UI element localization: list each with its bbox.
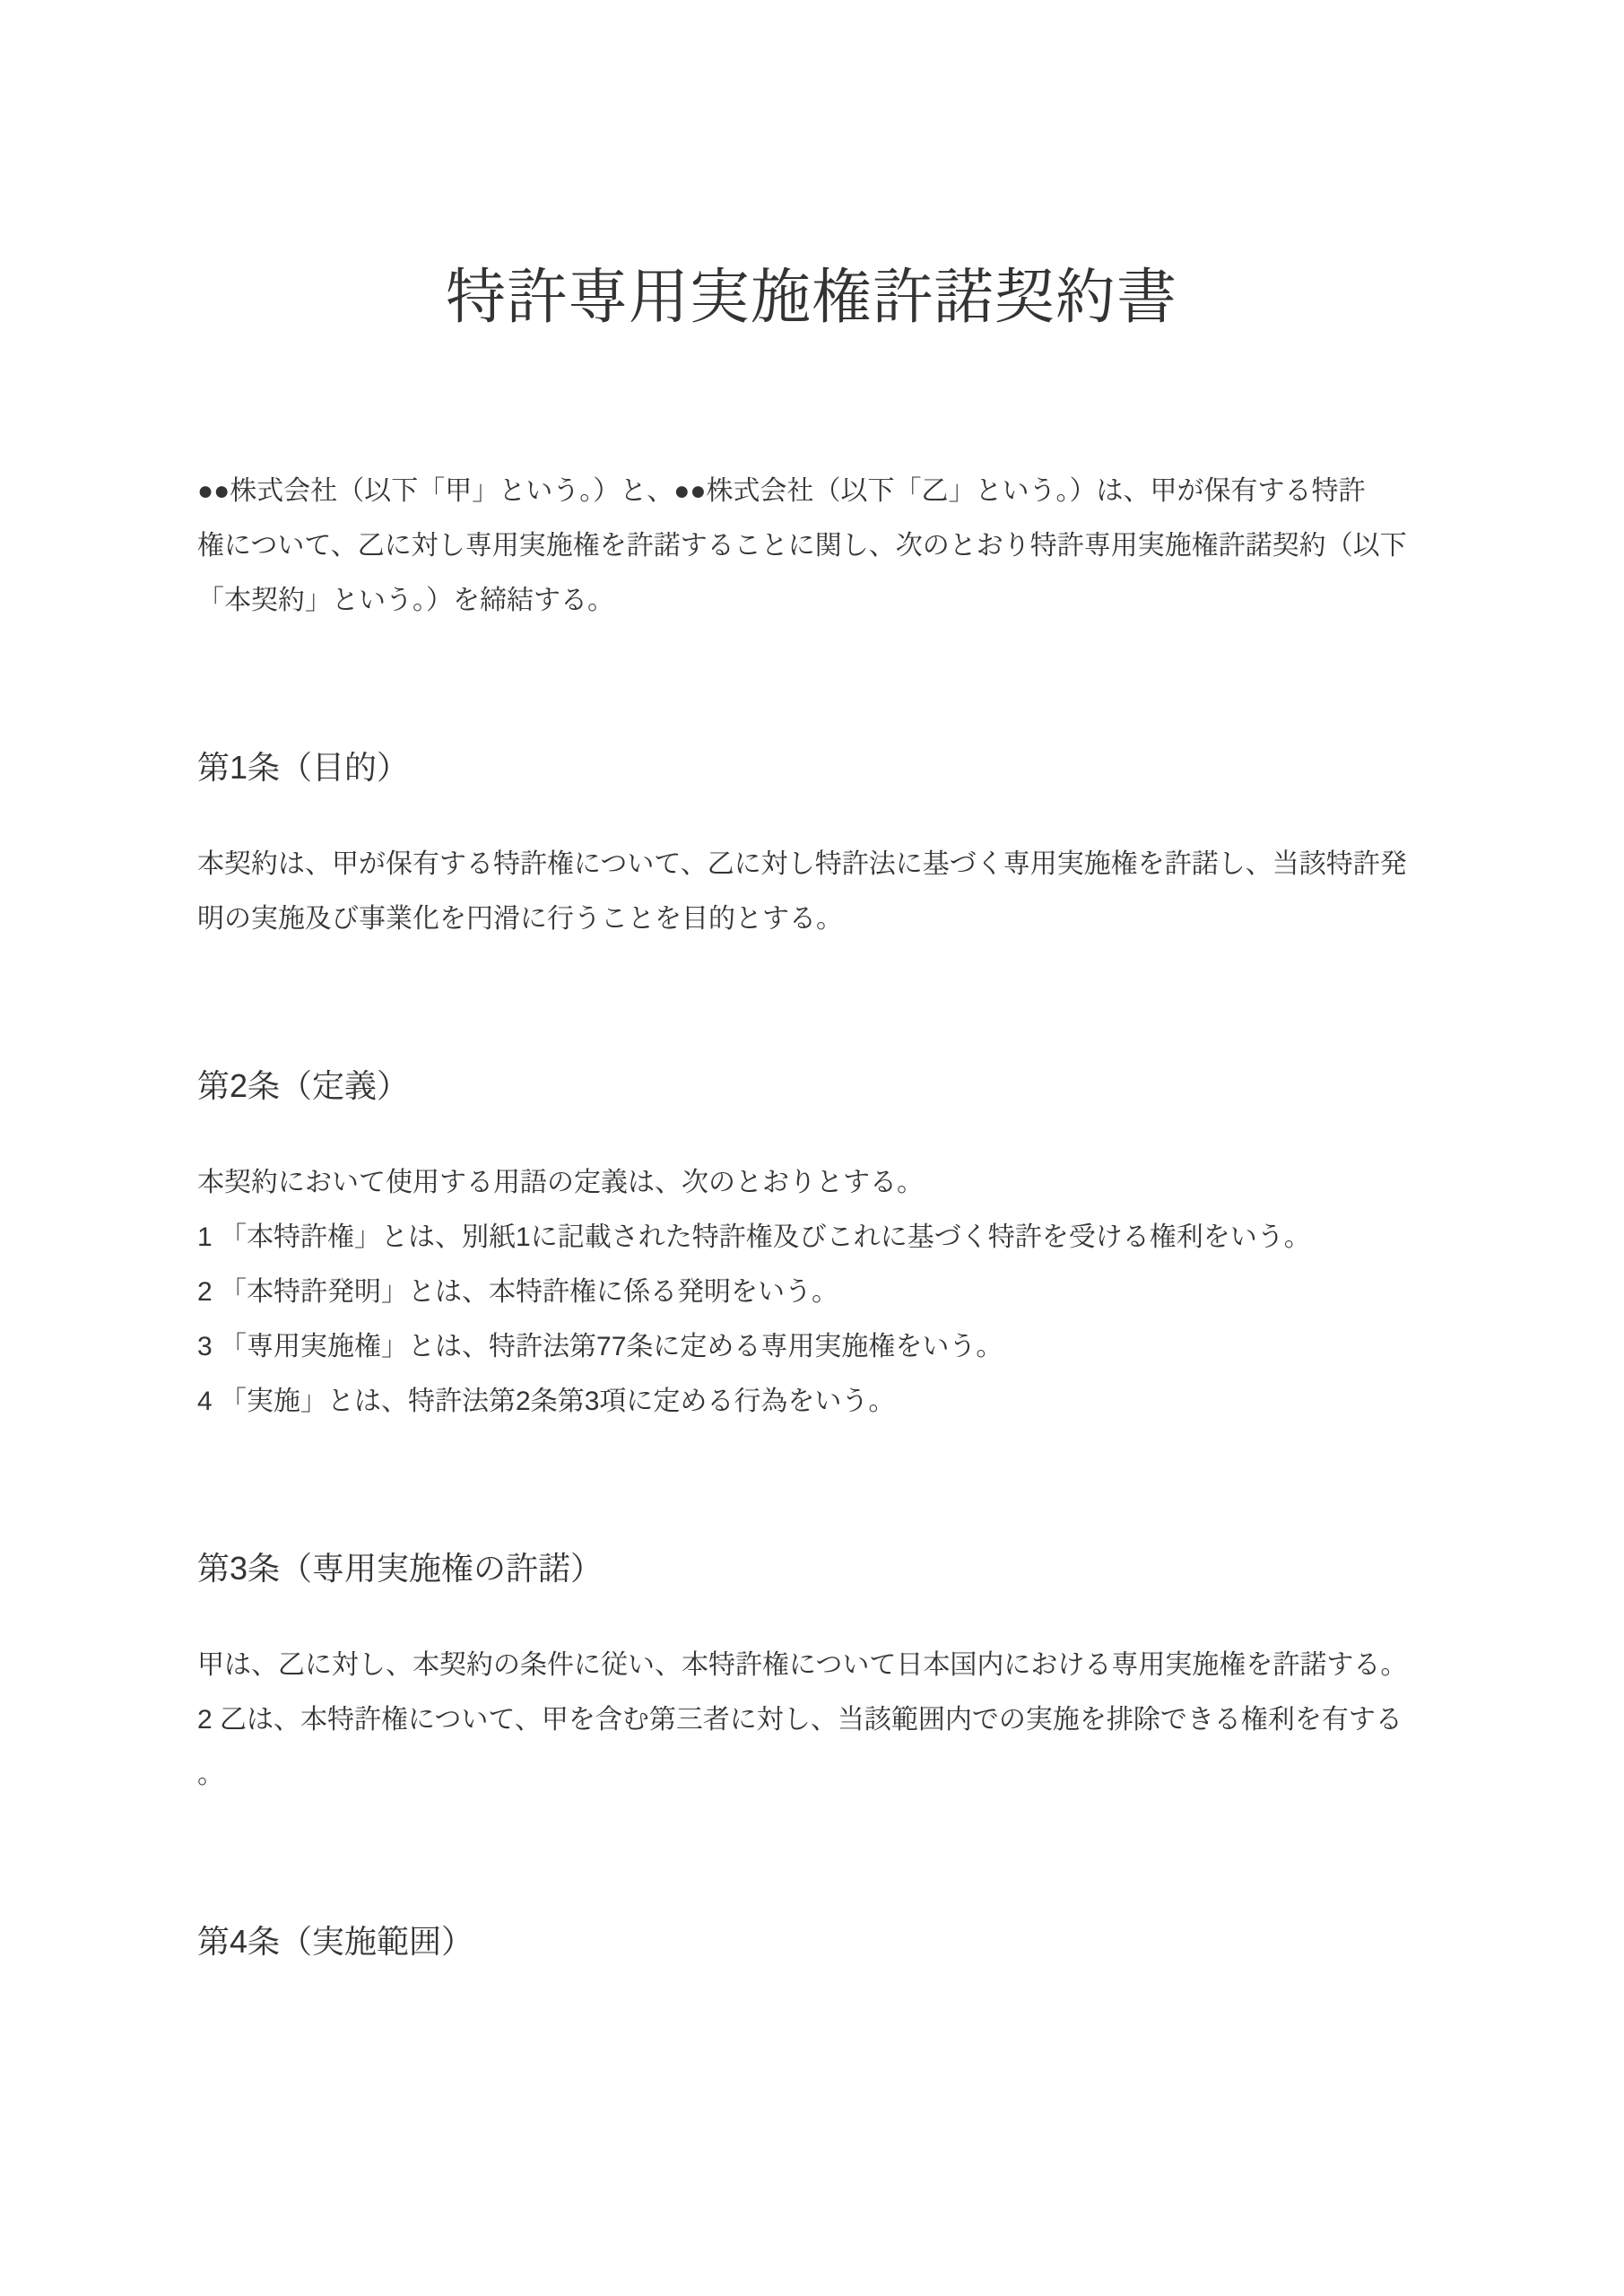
article-2-line-4: 3 「専用実施権」とは、特許法第77条に定める専用実施権をいう。: [197, 1332, 1003, 1361]
article-2-line-1: 本契約において使用する用語の定義は、次のとおりとする。: [197, 1168, 924, 1197]
article-2-line-3: 2 「本特許発明」とは、本特許権に係る発明をいう。: [197, 1277, 839, 1307]
article-3-line-3: 。: [197, 1760, 224, 1789]
intro-line-1: ●●株式会社（以下「甲」という。）と、●●株式会社（以下「乙」という。）は、甲が保有する特許: [197, 476, 1366, 506]
article-1-heading: 第1条（目的）: [197, 749, 410, 786]
article-2-line-2: 1 「本特許権」とは、別紙1に記載された特許権及びこれに基づく特許を受ける権利をいう。: [197, 1222, 1311, 1252]
intro-line-2: 権について、乙に対し専用実施権を許諾することに関し、次のとおり特許専用実施権許諾契約（以下: [197, 531, 1407, 561]
article-3-line-1: 甲は、乙に対し、本契約の条件に従い、本特許権について日本国内における専用実施権を許諾する。: [197, 1650, 1408, 1680]
section-article-3: [197, 1541, 1426, 1802]
article-3-line-2: 2 乙は、本特許権について、甲を含む第三者に対し、当該範囲内での実施を排除できる権利を有する: [197, 1705, 1403, 1735]
intro-paragraph: [197, 464, 1426, 628]
article-2-line-5: 4 「実施」とは、特許法第2条第3項に定める行為をいう。: [197, 1387, 896, 1416]
article-3-body: [197, 1638, 1426, 1802]
section-article-2: [197, 1058, 1426, 1429]
article-1-line-2: 明の実施及び事業化を円滑に行うことを目的とする。: [197, 904, 843, 934]
article-1-line-1: 本契約は、甲が保有する特許権について、乙に対し特許法に基づく専用実施権を許諾し、当該特許発: [197, 849, 1407, 879]
section-article-4: [197, 1914, 1426, 1969]
article-2-heading: 第2条（定義）: [197, 1067, 410, 1104]
article-4-heading: 第4条（実施範囲）: [197, 1923, 474, 1960]
section-article-1: [197, 740, 1426, 946]
intro-line-3: 「本契約」という。）を締結する。: [197, 586, 614, 615]
article-3-heading: 第3条（専用実施権の許諾）: [197, 1550, 604, 1587]
document-title: 特許専用実施権許諾契約書: [446, 264, 1177, 331]
article-2-body: [197, 1155, 1426, 1429]
article-1-body: [197, 837, 1426, 946]
